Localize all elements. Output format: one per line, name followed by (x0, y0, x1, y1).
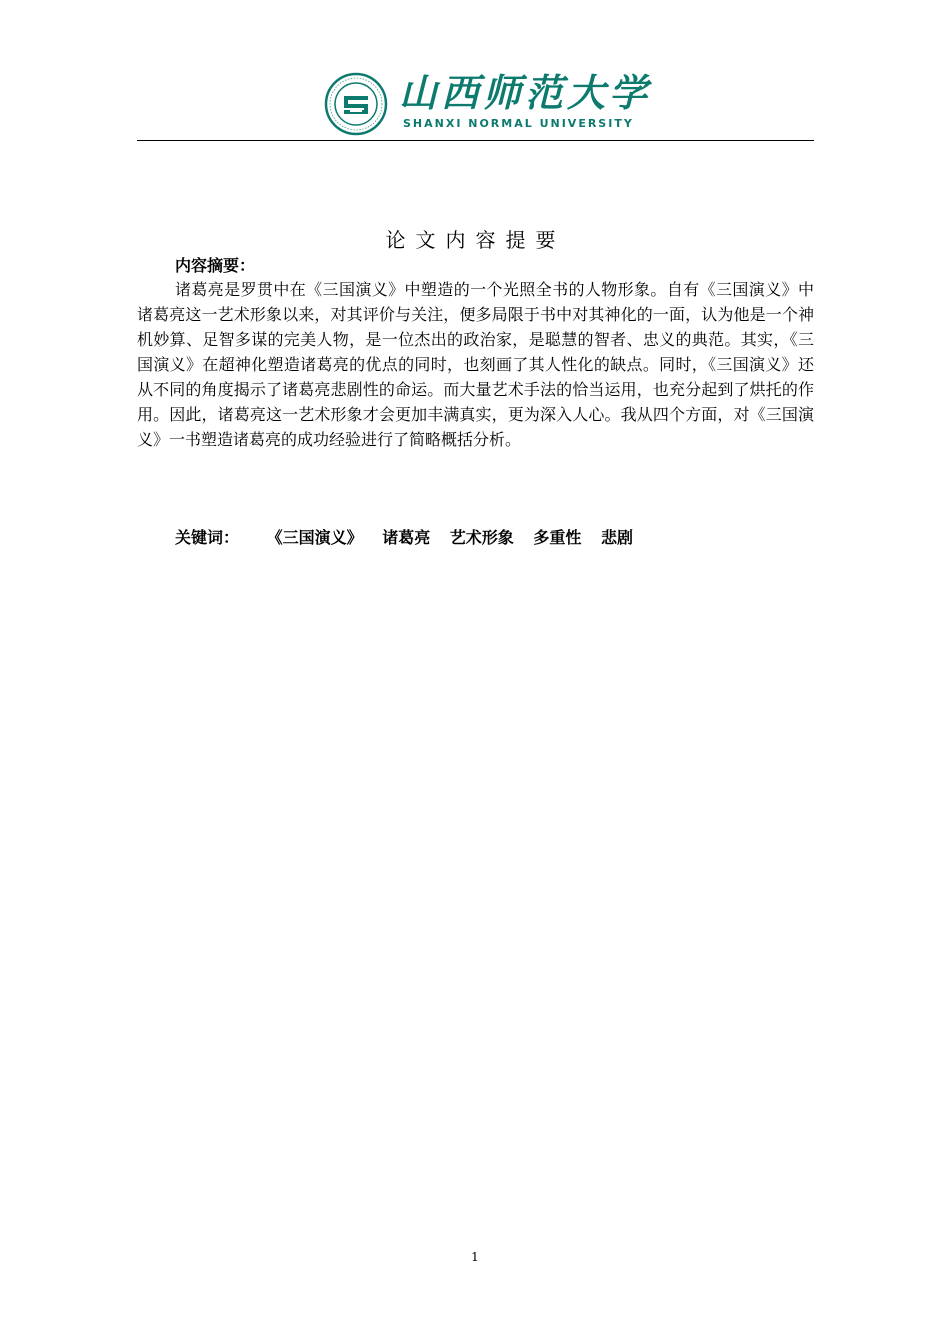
university-logo (399, 70, 652, 132)
logo-chinese-name: 山西师范大学 (399, 70, 652, 115)
page-title: 论文内容提要 (385, 228, 566, 252)
keyword-item: 悲剧 (600, 528, 633, 547)
keyword-item: 多重性 (533, 528, 582, 547)
keyword-item: 《三国演义》 (266, 528, 363, 547)
keyword-item: 艺术形象 (449, 528, 514, 547)
header-rule (137, 140, 814, 141)
abstract-body: 诸葛亮是罗贯中在《三国演义》中塑造的一个光照全书的人物形象。自有《三国演义》中诸葛亮这一艺术形象以来，对其评价与关注，便多局限于书中对其神化的一面，认为他是一个神机妙算、足智多谋的完美人物，是一位杰出的政治家，是聪慧的智者、忠义的典范。其实，《三国演义》在超神化塑造诸葛亮的优点的同时，也刻画了其人性化的缺点。同时，《三国演义》还从不同的角度揭示了诸葛亮悲剧性的命运。而大量艺术手法的恰当运用，也充分起到了烘托的作用。因此，诸葛亮这一艺术形象才会更加丰满真实，更为深入人心。我从四个方面，对《三国演义》一书塑造诸葛亮的成功经验进行了简略概括分析。 (137, 280, 814, 449)
keywords-line (175, 526, 815, 550)
university-seal-icon (324, 72, 388, 136)
keywords-label: 关键词： (175, 528, 240, 547)
page-number: 1 (471, 1250, 479, 1264)
logo-english-name: SHANXI NORMAL UNIVERSITY (403, 117, 634, 130)
abstract-label: 内容摘要： (175, 256, 256, 275)
university-header (137, 62, 814, 140)
keyword-item: 诸葛亮 (382, 528, 431, 547)
